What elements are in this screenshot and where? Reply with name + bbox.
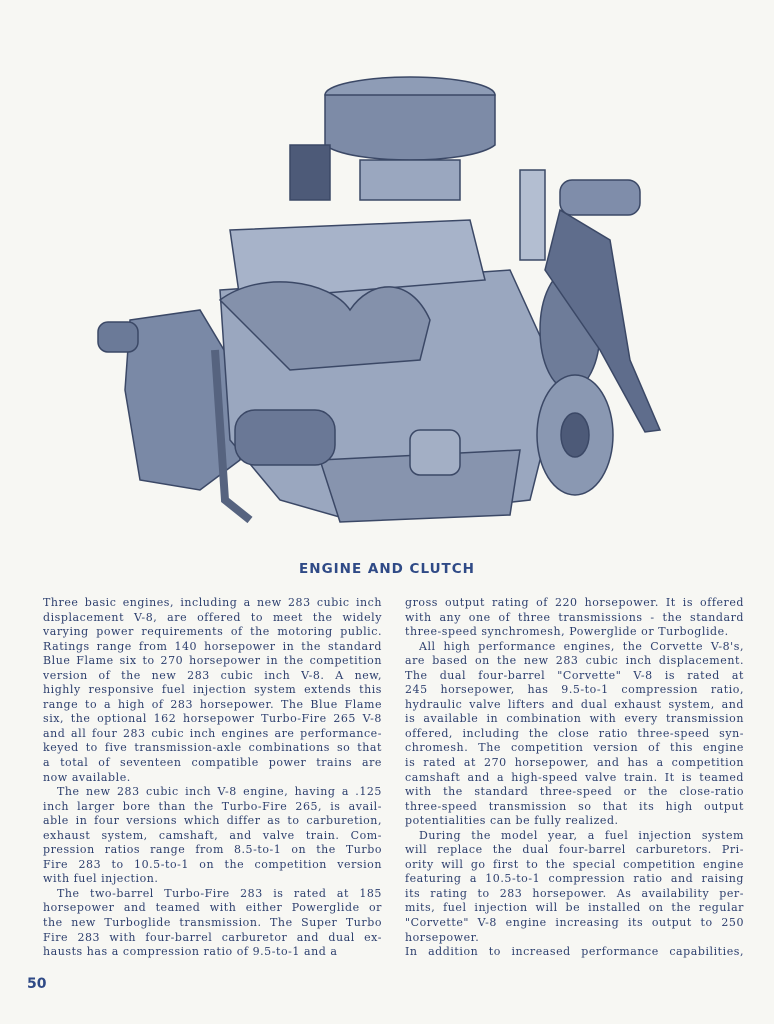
paragraph bbox=[43, 887, 382, 960]
text-line: Ratings range from 140 horsepower in the standard bbox=[43, 639, 382, 653]
paragraph bbox=[405, 640, 744, 829]
text-line: hydraulic valve lifters and dual exhaust system, and bbox=[405, 697, 744, 711]
text-line: highly responsive fuel injection system extends this bbox=[43, 683, 382, 697]
paragraph bbox=[405, 829, 744, 945]
text-line: will replace the dual four-barrel carburetors. Pri- bbox=[405, 843, 744, 857]
text-line: The new 283 cubic inch V-8 engine, having a .125 bbox=[57, 785, 382, 799]
text-line: range to a high of 283 horsepower. The Blue Flame bbox=[43, 697, 382, 711]
text-line: The two-barrel Turbo-Fire 283 is rated at 185 bbox=[57, 886, 382, 900]
paragraph bbox=[43, 785, 382, 887]
text-line: "Corvette" V-8 engine increasing its output to 250 bbox=[405, 916, 744, 930]
page-number: 50 bbox=[27, 976, 47, 992]
text-line: In addition to increased performance capabilities, bbox=[405, 945, 744, 959]
text-line: ority will go first to the special competition engine bbox=[405, 857, 744, 871]
text-line: chromesh. The competition version of this engine bbox=[405, 741, 744, 755]
text-line: gross output rating of 220 horsepower. It is offered bbox=[405, 596, 744, 609]
paragraph bbox=[405, 945, 744, 960]
text-line: varying power requirements of the motoring public. bbox=[43, 625, 382, 639]
text-line: displacement V-8, are offered to meet the widely bbox=[43, 610, 382, 624]
text-line: and all four 283 cubic inch engines are performance- bbox=[43, 726, 382, 740]
text-line: offered, including the close ratio three-speed syn- bbox=[405, 726, 744, 740]
text-line: horsepower and teamed with either Powerglide or bbox=[43, 901, 382, 915]
text-line: a total of seventeen compatible power trains are bbox=[43, 756, 382, 770]
text-line: with any one of three transmissions - the standard bbox=[405, 610, 744, 624]
text-line: keyed to five transmission-axle combinations so that bbox=[43, 741, 382, 755]
text-line: hausts has a compression ratio of 9.5-to-1 and a bbox=[43, 945, 338, 959]
text-line: is available in combination with every transmission bbox=[405, 712, 744, 726]
text-line: The dual four-barrel "Corvette" V-8 is rated at bbox=[405, 668, 744, 682]
engine-photo bbox=[90, 60, 700, 530]
text-column-left bbox=[43, 596, 382, 960]
text-column-right bbox=[405, 596, 744, 960]
text-line: camshaft and a high-speed valve train. It is teamed bbox=[405, 770, 744, 784]
text-line: is rated at 270 horsepower, and has a competition bbox=[405, 756, 744, 770]
text-line: featuring a 10.5-to-1 compression ratio and raising bbox=[405, 872, 744, 886]
text-line: horsepower. bbox=[405, 930, 480, 944]
paragraph bbox=[43, 596, 382, 785]
text-line: three-speed synchromesh, Powerglide or Turboglide. bbox=[405, 625, 729, 639]
text-line: pression ratios range from 8.5-to-1 on the Turbo bbox=[43, 843, 382, 857]
paragraph bbox=[405, 596, 744, 640]
text-line: 245 horsepower, has 9.5-to-1 compression ratio, bbox=[405, 683, 744, 697]
text-line: Blue Flame six to 270 horsepower in the competition bbox=[43, 654, 382, 668]
text-line: the new Turboglide transmission. The Super Turbo bbox=[43, 916, 382, 930]
text-line: exhaust system, camshaft, and valve train. Com- bbox=[43, 828, 382, 842]
text-line: All high performance engines, the Corvette V-8's, bbox=[419, 639, 744, 653]
text-line: are based on the new 283 cubic inch displacement. bbox=[405, 654, 744, 668]
text-line: version of the new 283 cubic inch V-8. A new, bbox=[43, 668, 382, 682]
text-line: three-speed transmission so that its high output bbox=[405, 799, 744, 813]
text-line: able in four versions which differ as to carburetion, bbox=[43, 814, 382, 828]
text-line: Fire 283 with four-barrel carburetor and dual ex- bbox=[43, 930, 382, 944]
text-line: six, the optional 162 horsepower Turbo-Fire 265 V-8 bbox=[43, 712, 382, 726]
text-line: During the model year, a fuel injection system bbox=[419, 828, 744, 842]
text-line: with fuel injection. bbox=[43, 872, 159, 886]
text-line: potentialities can be fully realized. bbox=[405, 814, 619, 828]
text-line: Fire 283 to 10.5-to-1 on the competition version bbox=[43, 857, 382, 871]
text-line: inch larger bore than the Turbo-Fire 265, is avail- bbox=[43, 799, 382, 813]
text-line: with the standard three-speed or the close-ratio bbox=[405, 785, 744, 799]
text-line: now available. bbox=[43, 770, 131, 784]
section-heading: ENGINE AND CLUTCH bbox=[299, 561, 475, 577]
text-line: its rating to 283 horsepower. As availability per- bbox=[405, 886, 744, 900]
text-line: Three basic engines, including a new 283 cubic inch bbox=[43, 596, 382, 609]
text-line: mits, fuel injection will be installed on the regular bbox=[405, 901, 744, 915]
